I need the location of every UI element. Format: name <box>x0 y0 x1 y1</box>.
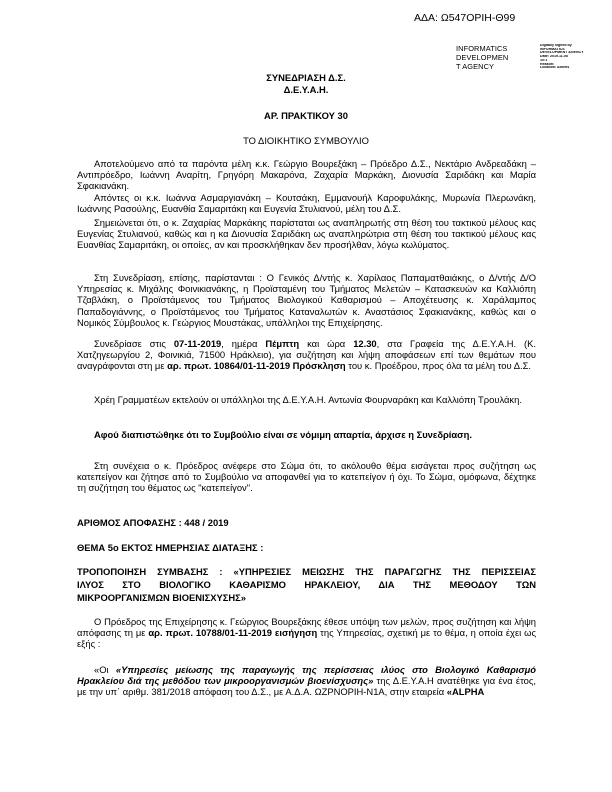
stamp-right-line: INFORMATICS <box>540 47 565 51</box>
practice-number: ΑΡ. ΠΡΑΚΤΙΚΟΥ 30 <box>264 110 348 121</box>
intro-text: Ο Πρόεδρος της Επιχείρησης κ. Γεώργιος Βουρεξάκης έθεσε υπόψη των μελών, προς συζήτηση και λήψη απόφασης τη με <box>77 616 536 639</box>
stamp-left-line: INFORMATICS <box>456 44 508 53</box>
convening-text: Συνεδρίασε στις <box>94 338 174 349</box>
quote-text: της Δ.Ε.Υ.Α.Η ανατέθηκε για ένα έτος, με την υπ΄ αριθμ. 381/2018 απόφαση του Δ.Σ., με Α.Δ.Α. ΩΖΡΝΟΡΙΗ-Ν1Α, στην εταιρεία <box>77 675 536 698</box>
stamp-left-line: T AGENCY <box>456 62 495 71</box>
stamp-right-line: 10:1 <box>540 58 548 62</box>
absent-members-paragraph: Απόντες οι κ.κ. Ιωάννα Ασμαργιανάκη – Κουτσάκη, Εμμανουήλ Καροφυλάκης, Μυρωνία Πλερωνάκη, Ιωάννης Ρασούλης, Ευανθία Σαμαριτάκη και Ευγενία Στυλιανού, μέλη του Δ.Σ. <box>77 192 536 215</box>
decision-number: ΑΡΙΘΜΟΣ ΑΠΟΦΑΣΗΣ : 448 / 2019 <box>77 517 229 528</box>
quoted-proposal-paragraph <box>77 664 536 698</box>
substitutes-paragraph: Σημειώνεται ότι, ο κ. Ζαχαρίας Μαρκάκης παρίσταται ως αναπληρωτής στη θέση του τακτικού μέλους κας Ευγενίας Στυλιανού, καθώς και η κα Διονυσία Σαριδάκη ως αναπληρώτρια στη θέση του τακτικού μέλους κας Ευανθίας Σαμαριτάκη, οι οποίες, αν και προσκλήθηκαν δεν προσήλθαν, λόγω κωλύματος. <box>77 217 536 251</box>
convening-text: και ώρα <box>299 338 354 349</box>
service-title: «Υπηρεσίες μείωσης της παραγωγής της περίσσειας ιλύος στο Βιολογικό Καθαρισμό Ηρακλείου διά της μεθόδου των μικροοργανισμών βιοενίσχυσης» <box>77 664 536 687</box>
proposal-reference: αρ. πρωτ. 10788/01-11-2019 εισήγηση <box>148 627 318 639</box>
organization-heading: Δ.Ε.Υ.Α.Η. <box>283 84 329 95</box>
quote-text: «Οι <box>94 664 116 675</box>
stamp-right-line: Location: Athens <box>540 66 570 70</box>
attendees-paragraph: Στη Συνεδρίαση, επίσης, παρίστανται : Ο Γενικός Δ/ντής κ. Χαρίλαος Παπαματθαιάκης, ο Δ/ντής Δ/Ο Υπηρεσίας κ. Μιχάλης Φοινικιανάκης, η Προϊσταμένη του Τμήματος Μελετών – Κατασκευών κα Καλλιόπη Τζαβλάκη, ο Προϊστάμενος του Τμήματος Βιολογικού Καθαρισμού – Αποχέτευσης κ. Χαράλαμπος Παπαδογιάννης, ο Προϊστάμενος του Τμήματος Καταναλωτών κ. Αναστάσιος Σφακιανάκης, καθώς και ο Νομικός Σύμβουλος κ. Γεώργιος Μουστάκας, υπάλληλοι της Επιχείρησης. <box>77 272 536 328</box>
session-time: 12.30 <box>353 338 377 349</box>
stamp-organization <box>456 44 538 71</box>
company-name: «ALPHA <box>446 686 485 698</box>
decision-title-line: ΤΡΟΠΟΠΟΙΗΣΗ ΣΥΜΒΑΣΗΣ : «ΥΠΗΡΕΣΙΕΣ ΜΕΙΩΣΗΣ ΤΗΣ ΠΑΡΑΓΩΓΗΣ ΤΗΣ ΠΕΡΙΣΣΕΙΑΣ <box>77 566 536 577</box>
introduction-paragraph <box>77 616 536 650</box>
convening-paragraph <box>77 338 536 372</box>
stamp-left-line: DEVELOPMEN <box>456 53 509 62</box>
session-day: Πέμπτη <box>265 338 300 349</box>
quorum-statement: Αφού διαπιστώθηκε ότι το Συμβούλιο είναι σε νόμιμη απαρτία, άρχισε η Συνεδρίαση. <box>94 429 472 440</box>
convening-text: , στα Γραφεία της Δ.Ε.Υ.Α.Η. (Κ. Χατζηγεωργίου 2, Φοινικιά, 71500 Ηράκλειο), για συζήτηση και λήψη αποφάσεων επί των θεμάτων που αναγράφονται στη με <box>77 338 537 372</box>
stamp-right-line: Reason: <box>540 62 555 66</box>
intro-text: της Υπηρεσίας, σχετική με το θέμα, η οποία έχει ως εξής : <box>77 627 536 650</box>
ada-code: ΑΔΑ: Ω547ΟΡΙΗ-Θ99 <box>414 12 516 24</box>
present-members-paragraph: Αποτελούμενο από τα παρόντα μέλη κ.κ. Γεώργιο Βουρεξάκη – Πρόεδρο Δ.Σ., Νεκτάριο Ανδρεαδάκη – Αντιπρόεδρο, Ιωάννη Αναρίτη, Γρηγόρη Μακαρόνα, Ζαχαρία Μαρκάκη, Διονυσία Σαριδάκη και Μαρία Σφακιανάκη. <box>77 158 536 192</box>
convening-text: του κ. Προέδρου, προς όλα τα μέλη του Δ.Σ. <box>345 360 531 372</box>
urgent-topic-paragraph: Στη συνέχεια ο κ. Πρόεδρος ανέφερε στο Σώμα ότι, το ακόλουθο θέμα εισάγεται προς συζήτηση ως κατεπείγον και ζήτησε από το Συμβούλιο να αποφανθεί για το κατεπείγον ή όχι. Το Σώμα, ομόφωνα, δέχτηκε τη συζήτηση του θέματος ως "κατεπείγον". <box>77 460 536 494</box>
stamp-details <box>540 44 588 70</box>
convening-text: , ημέρα <box>221 338 266 349</box>
session-heading: ΣΥΝΕΔΡΙΑΣΗ Δ.Σ. <box>266 72 346 83</box>
session-date: 07-11-2019 <box>173 338 222 349</box>
decision-title-line: ΜΙΚΡΟΟΡΓΑΝΙΣΜΩΝ ΒΙΟΕΝΙΣΧΥΣΗΣ» <box>77 592 247 603</box>
stamp-right-line: DEVELOPMENT AGENCY <box>540 51 584 55</box>
stamp-right-line: Digitally signed by <box>540 44 572 47</box>
decision-topic: ΘΕΜΑ 5ο ΕΚΤΟΣ ΗΜΕΡΗΣΙΑΣ ΔΙΑΤΑΞΗΣ : <box>77 542 264 553</box>
invitation-reference: αρ. πρωτ. 10864/01-11-2019 Πρόσκληση <box>167 360 346 372</box>
decision-title-line: ΙΛΥΟΣ ΣΤΟ ΒΙΟΛΟΓΙΚΟ ΚΑΘΑΡΙΣΜΟ ΗΡΑΚΛΕΙΟΥ, ΔΙΑ ΤΗΣ ΜΕΘΟΔΟΥ ΤΩΝ <box>77 579 536 590</box>
secretary-paragraph: Χρέη Γραμματέων εκτελούν οι υπάλληλοι της Δ.Ε.Υ.Α.Η. Αντωνία Φουρναράκη και Καλλιόπη Τρουλάκη. <box>94 394 522 405</box>
stamp-right-line: Date: 2019.11.08 <box>540 55 568 59</box>
board-heading: ΤΟ ΔΙΟΙΚΗΤΙΚΟ ΣΥΜΒΟΥΛΙΟ <box>243 135 369 146</box>
